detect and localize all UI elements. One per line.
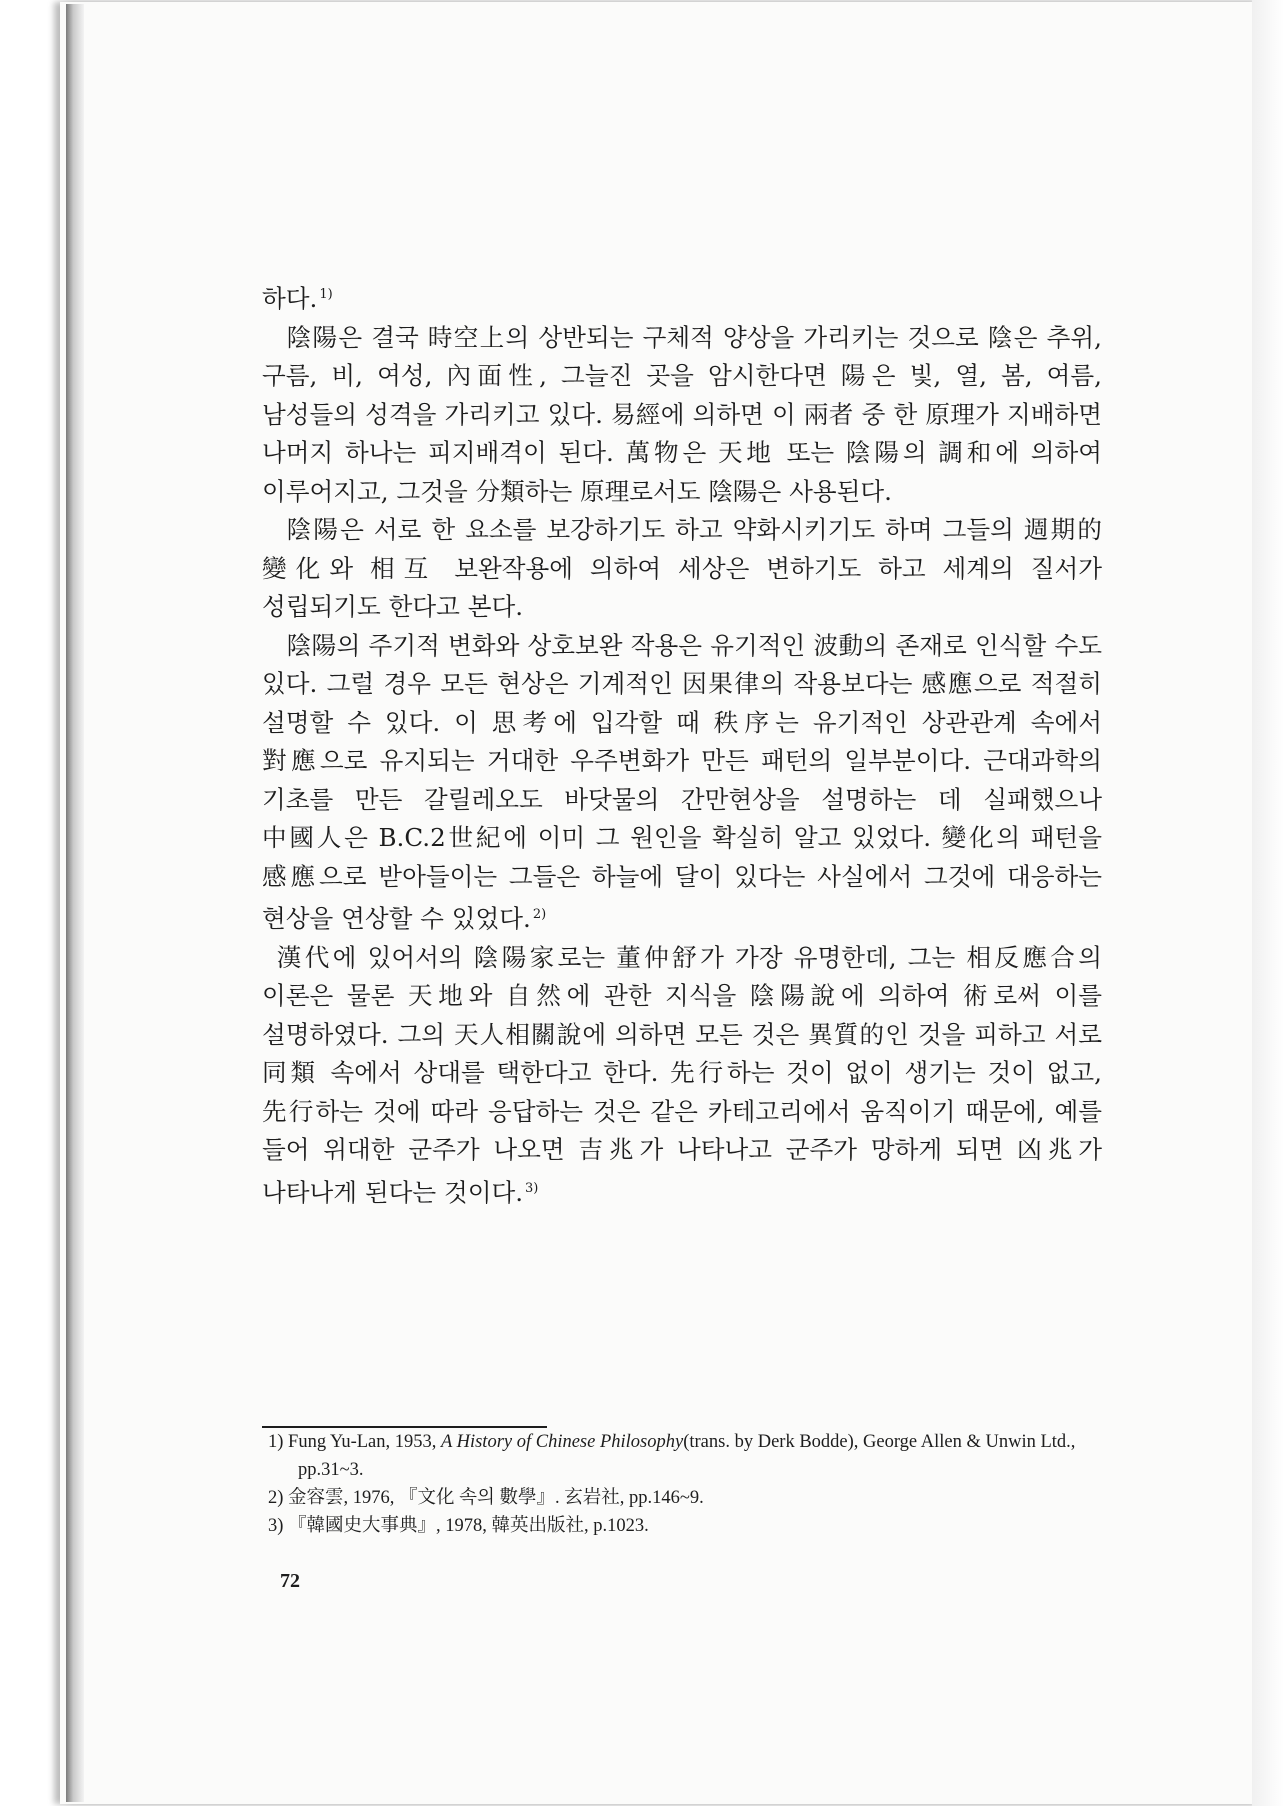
footnote-1: 1) Fung Yu-Lan, 1953, A History of Chinese Philosophy(trans. by Derk Bodde), George Allen & Unwin Ltd., pp.31~3. [268, 1432, 1076, 1480]
footnote-ref-1: 1) [319, 287, 333, 302]
page-right-margin [1252, 0, 1284, 1806]
page-number: 72 [280, 1570, 300, 1592]
footnote-1-title: A History of Chinese Philosophy [441, 1432, 684, 1452]
footnote-3: 3) 『韓國史大事典』, 1978, 韓英出版社, p.1023. [268, 1516, 649, 1536]
paragraph-1: 하다. $^{1)}$ [262, 284, 333, 314]
paragraph-2: 陰陽은 결국 時空上의 상반되는 구체적 양상을 가리키는 것으로 陰은 추위, 구름, 비, 여성, 內面性, 그늘진 곳을 암시한다면 陽은 빛, 열, 봄, 여름, 남성들의 성격을 가리키고 있다. 易經에 의하면 이 兩者 중 한 原理가 지배하면 나머지 하나는 피지배격이 된다. 萬物은 天地 또는 陰陽의 調和에 의하여 이루어지고, 그것을 分類하는 原理로서도 陰陽은 사용된다. [262, 322, 1102, 506]
page-spine-edge [66, 4, 84, 1802]
footnote-ref-3: 3) [525, 1180, 539, 1196]
paragraph-3: 陰陽은 서로 한 요소를 보강하기도 하고 약화시키기도 하며 그들의 週期的 變化와 相互 보완작용에 의하여 세상은 변하기도 하고 세계의 질서가 성립되기도 한다고 본다. [262, 515, 1102, 622]
paragraph-4: 陰陽의 주기적 변화와 상호보완 작용은 유기적인 波動의 존재로 인식할 수도 있다. 그럴 경우 모든 현상은 기계적인 因果律의 작용보다는 感應으로 적절히 설명할 수 있다. 이 思考에 입각할 때 秩序는 유기적인 상관관계 속에서 對應으로 유지되는 거대한 우주변화가 만든 패턴의 일부분이다. 근대과학의 기초를 만든 갈릴레오도 바닷물의 간만현상을 설명하는 데 실패했으나 中國人은 B.C.2世紀에 이미 그 원인을 확실히 알고 있었다. 變化의 패턴을 感應으로 받아들이는 그들은 하늘에 달이 있다는 사실에서 그것에 대응하는 현상을 연상할 수 있었다. $^{2)}$ [262, 630, 1102, 934]
footnotes [268, 1428, 1104, 1540]
footnote-2: 2) 金容雲, 1976, 『文化 속의 數學』. 玄岩社, pp.146~9. [268, 1488, 704, 1508]
paragraph-5: 漢代에 있어서의 陰陽家로는 董仲舒가 가장 유명한데, 그는 相反應合의 이론은 물론 天地와 自然에 관한 지식을 陰陽說에 의하여 術로써 이를 설명하였다. 그의 天人相關說에 의하면 모든 것은 異質的인 것을 피하고 서로 同類 속에서 상대를 택한다고 한다. 先行하는 것이 없이 생기는 것이 없고, 先行하는 것에 따라 응답하는 것은 같은 카테고리에서 움직이기 때문에, 예를 들어 위대한 군주가 나오면 吉兆가 나타나고 군주가 망하게 되면 凶兆가 나타나게 된다는 것이다. $^{3)}$ [262, 942, 1102, 1207]
footnote-ref-2: 2) [532, 907, 547, 923]
main-text [262, 276, 1102, 1212]
